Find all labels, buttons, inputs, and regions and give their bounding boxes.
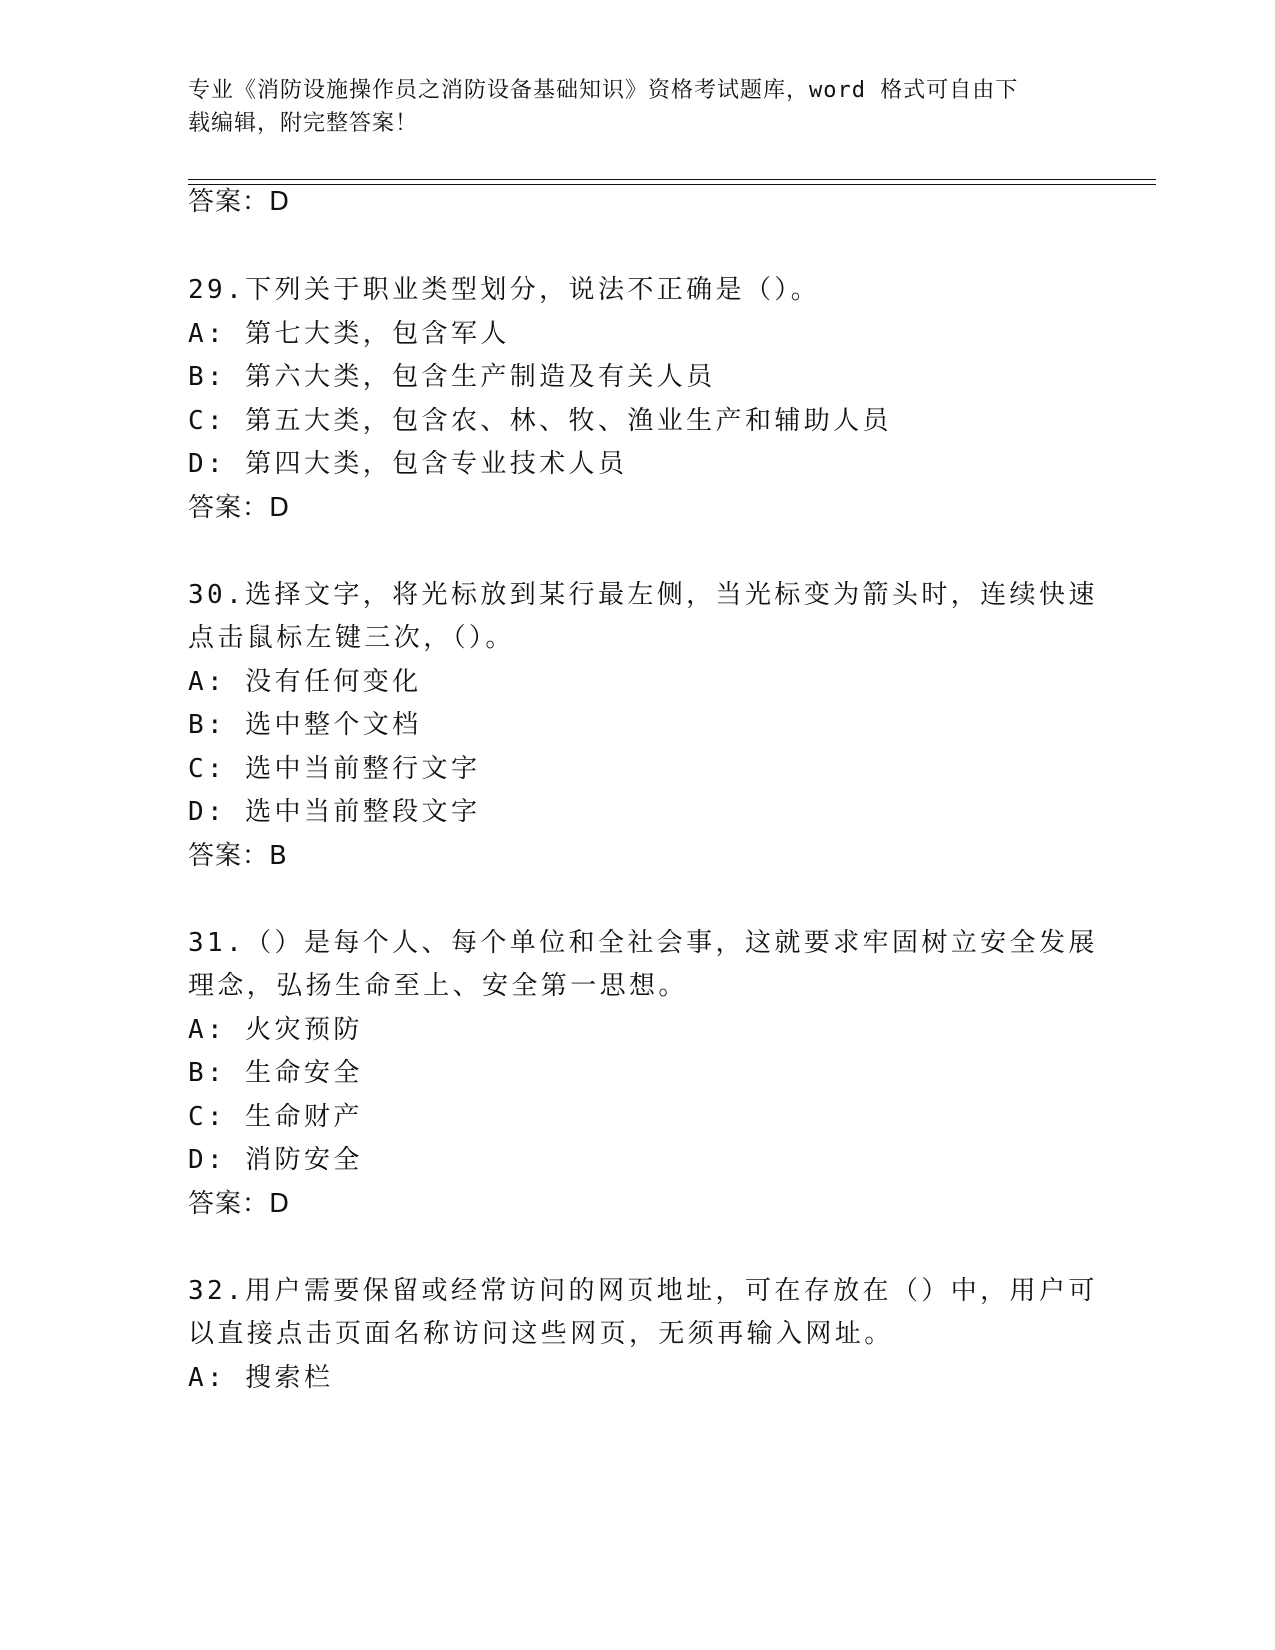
question-29-stem: 29.下列关于职业类型划分，说法不正确是（）。 xyxy=(188,275,821,305)
question-29-option-d: D: 第四大类，包含专业技术人员 xyxy=(188,449,628,479)
question-31-stem-line-1: 31.（）是每个人、每个单位和全社会事，这就要求牢固树立安全发展 xyxy=(188,928,1098,958)
question-31-option-b: B: 生命安全 xyxy=(188,1058,363,1088)
question-31-option-d: D: 消防安全 xyxy=(188,1145,363,1175)
document-header xyxy=(188,74,1068,140)
question-30-answer: 答案：B xyxy=(188,841,288,871)
header-line-2: 载编辑，附完整答案！ xyxy=(188,111,419,136)
question-30-stem-line-1: 30.选择文字，将光标放到某行最左侧，当光标变为箭头时，连续快速 xyxy=(188,580,1098,610)
header-rule-top xyxy=(188,179,1156,180)
header-line-1: 专业《消防设施操作员之消防设备基础知识》资格考试题库，word 格式可自由下 xyxy=(188,78,1019,103)
question-30-option-a: A: 没有任何变化 xyxy=(188,667,422,697)
question-29-option-a: A: 第七大类，包含军人 xyxy=(188,319,510,349)
question-30-option-c: C: 选中当前整行文字 xyxy=(188,754,481,784)
question-30-option-b: B: 选中整个文档 xyxy=(188,710,422,740)
question-32-stem-line-1: 32.用户需要保留或经常访问的网页地址，可在存放在（）中，用户可 xyxy=(188,1276,1098,1306)
question-31-answer: 答案：D xyxy=(188,1189,291,1219)
previous-answer: 答案：D xyxy=(188,187,291,217)
question-29-option-b: B: 第六大类，包含生产制造及有关人员 xyxy=(188,362,716,392)
question-31-option-c: C: 生命财产 xyxy=(188,1102,363,1132)
question-31-option-a: A: 火灾预防 xyxy=(188,1015,363,1045)
question-30-option-d: D: 选中当前整段文字 xyxy=(188,797,481,827)
question-30-stem-line-2: 点击鼠标左键三次，（）。 xyxy=(188,623,515,653)
question-29-option-c: C: 第五大类，包含农、林、牧、渔业生产和辅助人员 xyxy=(188,406,892,436)
question-31-stem-line-2: 理念，弘扬生命至上、安全第一思想。 xyxy=(188,971,688,1001)
question-29-answer: 答案：D xyxy=(188,493,291,523)
header-rule-bottom xyxy=(188,184,1156,185)
question-32-stem-line-2: 以直接点击页面名称访问这些网页，无须再输入网址。 xyxy=(188,1319,894,1349)
question-32-option-a: A: 搜索栏 xyxy=(188,1363,334,1393)
